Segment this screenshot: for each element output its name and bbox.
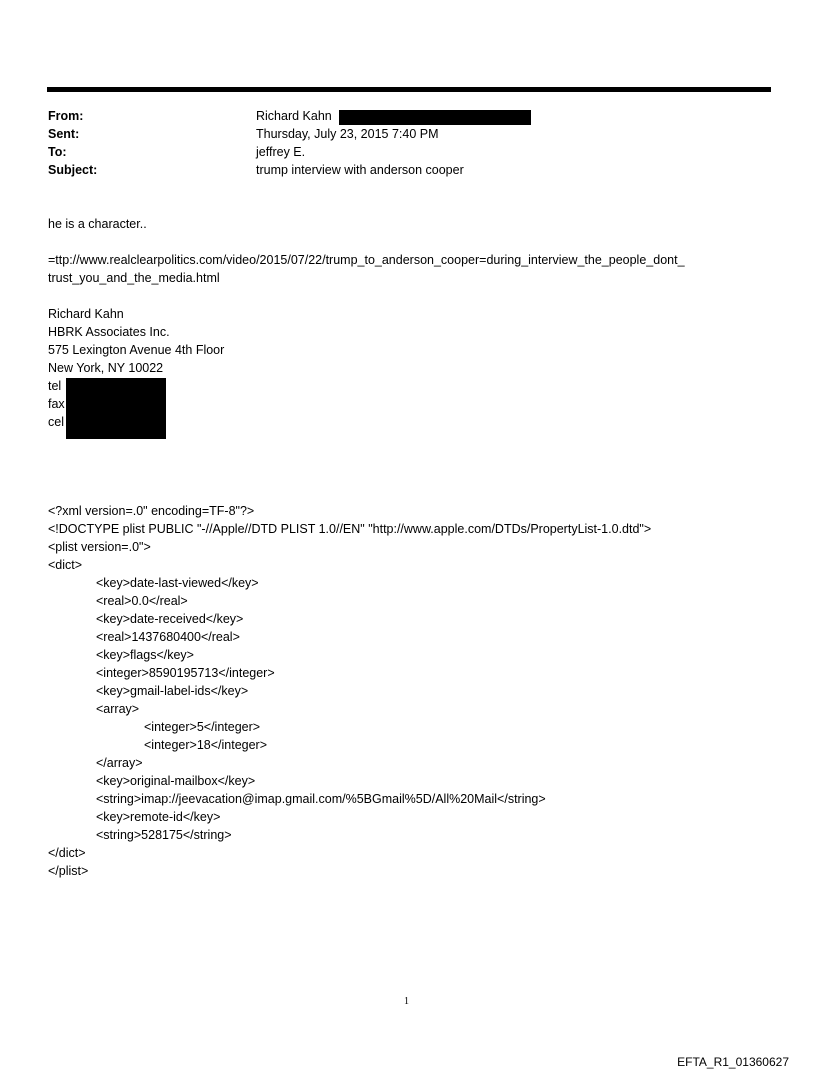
plist-line: <?xml version=.0" encoding=TF-8"?> bbox=[48, 504, 255, 518]
plist-line: <array> bbox=[96, 702, 140, 716]
link-line-1: =ttp://www.realclearpolitics.com/video/2015/07/22/trump_to_anderson_cooper=during_interview_the_people_dont_ bbox=[48, 253, 685, 267]
plist-line: </array> bbox=[96, 756, 143, 770]
bates-number: EFTA_R1_01360627 bbox=[677, 1055, 789, 1069]
subject-label: Subject: bbox=[48, 163, 98, 177]
signature-address-2: New York, NY 10022 bbox=[48, 361, 164, 375]
plist-line: <dict> bbox=[48, 558, 83, 572]
redaction-box bbox=[339, 110, 531, 125]
plist-line: </dict> bbox=[48, 846, 86, 860]
plist-line: <string>imap://jeevacation@imap.gmail.com/%5BGmail%5D/All%20Mail</string> bbox=[96, 792, 546, 806]
plist-line: <key>original-mailbox</key> bbox=[96, 774, 256, 788]
page-number: 1 bbox=[404, 996, 409, 1007]
plist-line: <key>date-received</key> bbox=[96, 612, 244, 626]
signature-fax: fax bbox=[48, 397, 65, 411]
plist-line: <key>flags</key> bbox=[96, 648, 194, 662]
from-label: From: bbox=[48, 109, 84, 123]
plist-line: <real>1437680400</real> bbox=[96, 630, 240, 644]
plist-line: <plist version=.0"> bbox=[48, 540, 151, 554]
signature-cell: cel bbox=[48, 415, 64, 429]
signature-address-1: 575 Lexington Avenue 4th Floor bbox=[48, 343, 225, 357]
from-value: Richard Kahn bbox=[256, 109, 332, 123]
header-rule bbox=[47, 87, 771, 92]
plist-line: <key>gmail-label-ids</key> bbox=[96, 684, 249, 698]
plist-line: <key>date-last-viewed</key> bbox=[96, 576, 259, 590]
to-label: To: bbox=[48, 145, 67, 159]
signature-name: Richard Kahn bbox=[48, 307, 124, 321]
plist-line: <integer>18</integer> bbox=[144, 738, 268, 752]
plist-line: </plist> bbox=[48, 864, 89, 878]
sent-label: Sent: bbox=[48, 127, 80, 141]
greeting-text: he is a character.. bbox=[48, 217, 147, 231]
plist-line: <key>remote-id</key> bbox=[96, 810, 221, 824]
link-line-2: trust_you_and_the_media.html bbox=[48, 271, 220, 285]
redaction-box bbox=[66, 378, 166, 439]
plist-line: <integer>5</integer> bbox=[144, 720, 261, 734]
plist-line: <!DOCTYPE plist PUBLIC "-//Apple//DTD PLIST 1.0//EN" "http://www.apple.com/DTDs/PropertyList-1.0.dtd"> bbox=[48, 522, 652, 536]
signature-company: HBRK Associates Inc. bbox=[48, 325, 170, 339]
to-value: jeffrey E. bbox=[256, 145, 306, 159]
subject-value: trump interview with anderson cooper bbox=[256, 163, 464, 177]
sent-value: Thursday, July 23, 2015 7:40 PM bbox=[256, 127, 439, 141]
plist-line: <integer>8590195713</integer> bbox=[96, 666, 275, 680]
plist-line: <real>0.0</real> bbox=[96, 594, 188, 608]
plist-line: <string>528175</string> bbox=[96, 828, 232, 842]
signature-tel: tel bbox=[48, 379, 62, 393]
